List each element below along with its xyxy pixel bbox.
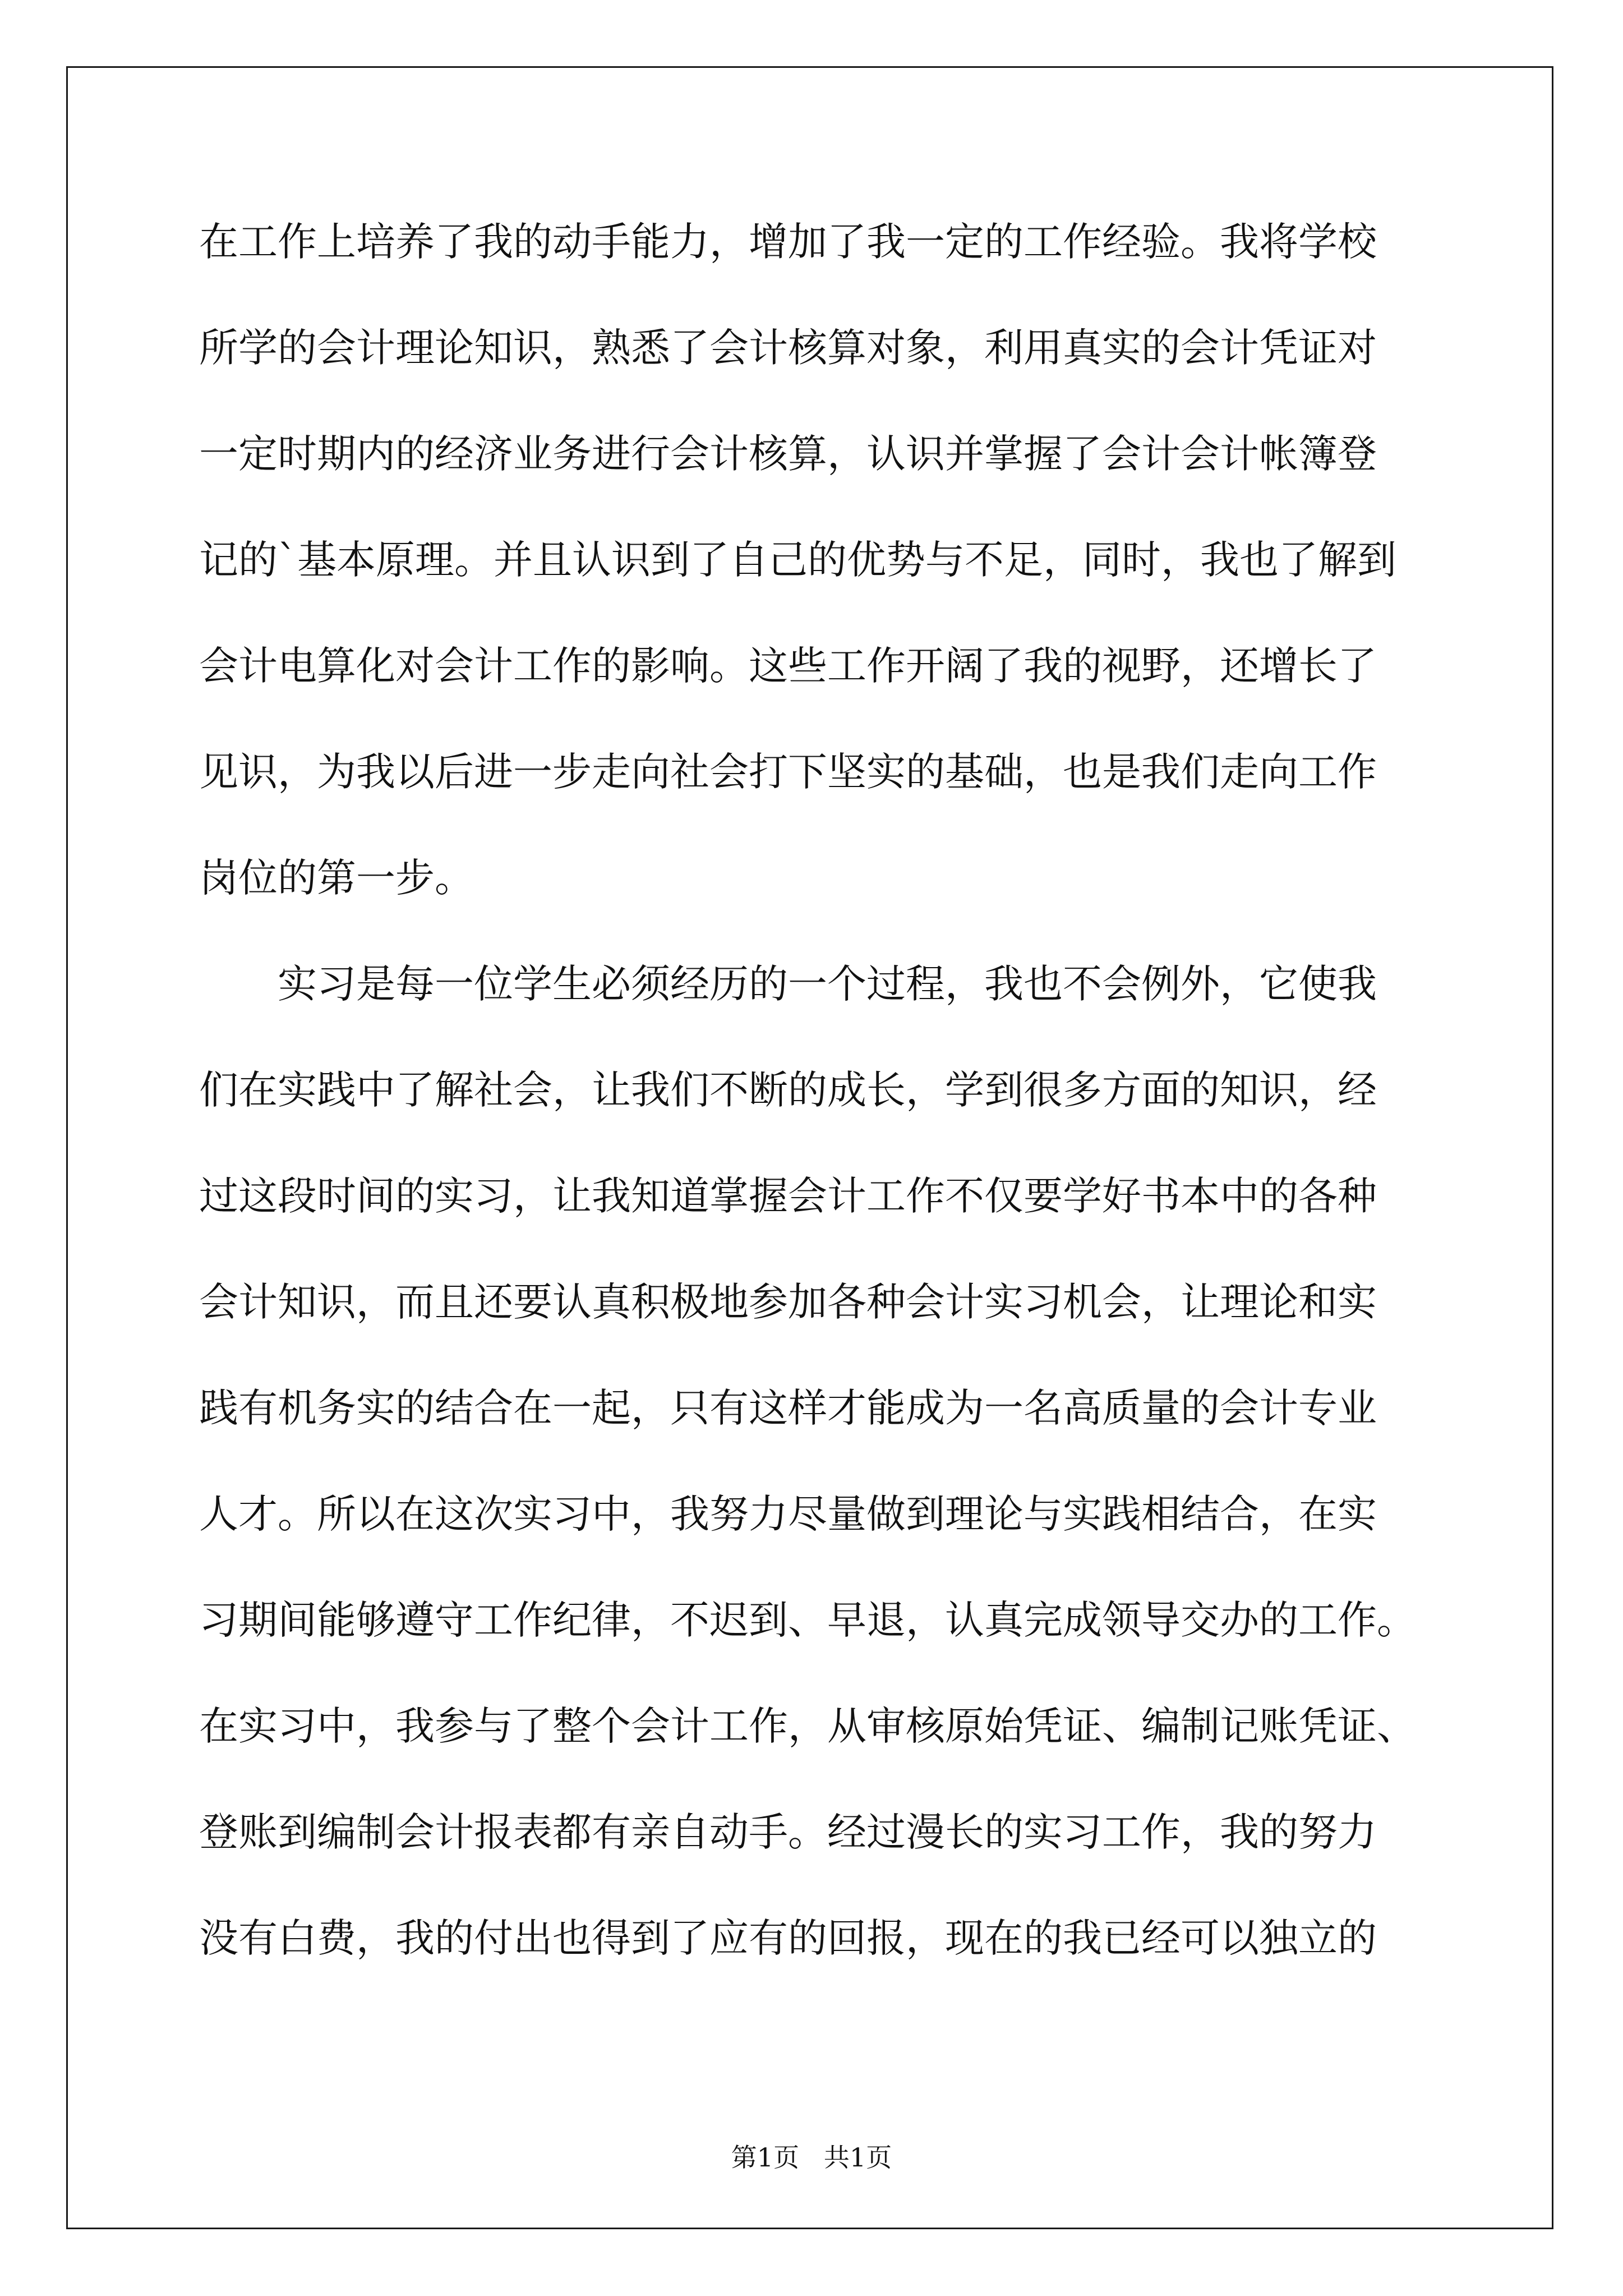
- text-line: 们在实践中了解社会，让我们不断的成长，学到很多方面的知识，经: [199, 1067, 1377, 1113]
- text-line: 一定时期内的经济业务进行会计核算，认识并掌握了会计会计帐簿登: [199, 431, 1377, 477]
- text-line: 习期间能够遵守工作纪律，不迟到、早退，认真完成领导交办的工作。: [199, 1597, 1416, 1643]
- text-line: 见识，为我以后进一步走向社会打下坚实的基础，也是我们走向工作: [199, 749, 1377, 795]
- text-line: 记的`基本原理。并且认识到了自己的优势与不足，同时，我也了解到: [199, 537, 1396, 583]
- text-line: 没有白费，我的付出也得到了应有的回报，现在的我已经可以独立的: [199, 1915, 1377, 1961]
- document-body: [199, 219, 1433, 2024]
- text-line: 岗位的第一步。: [199, 855, 474, 901]
- page-footer: 第1页 共1页: [731, 2142, 892, 2173]
- text-line: 人才。所以在这次实习中，我努力尽量做到理论与实践相结合，在实: [199, 1491, 1377, 1537]
- text-line: 会计知识，而且还要认真积极地参加各种会计实习机会，让理论和实: [199, 1279, 1377, 1325]
- text-line: 在工作上培养了我的动手能力，增加了我一定的工作经验。我将学校: [199, 219, 1377, 265]
- text-line: 过这段时间的实习，让我知道掌握会计工作不仅要学好书本中的各种: [199, 1173, 1377, 1219]
- text-line: 践有机务实的结合在一起，只有这样才能成为一名高质量的会计专业: [199, 1385, 1377, 1431]
- text-line: 在实习中，我参与了整个会计工作，从审核原始凭证、编制记账凭证、: [199, 1703, 1416, 1749]
- text-line: 会计电算化对会计工作的影响。这些工作开阔了我的视野，还增长了: [199, 643, 1377, 689]
- text-line: 实习是每一位学生必须经历的一个过程，我也不会例外，它使我: [278, 961, 1377, 1007]
- text-line: 登账到编制会计报表都有亲自动手。经过漫长的实习工作，我的努力: [199, 1809, 1377, 1855]
- text-line: 所学的会计理论知识，熟悉了会计核算对象，利用真实的会计凭证对: [199, 325, 1377, 371]
